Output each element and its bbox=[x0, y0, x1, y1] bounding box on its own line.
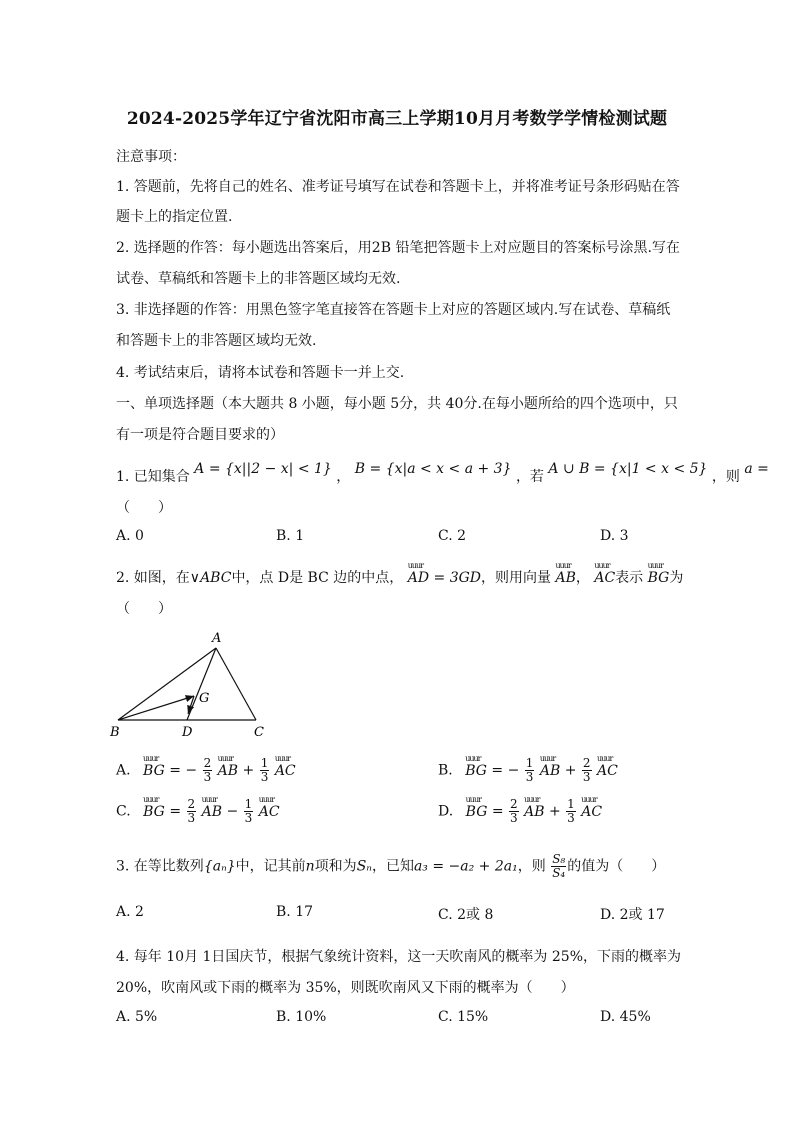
answer-paren: （ ） bbox=[116, 500, 172, 516]
triangle-figure bbox=[108, 630, 278, 740]
notice-line: 4. 考试结束后，请将本试卷和答题卡一并上交. bbox=[116, 365, 405, 381]
option-a: A. 5% bbox=[116, 1009, 158, 1025]
answer-paren: （ ） bbox=[116, 601, 172, 617]
notice-line: 1. 答题前，先将自己的姓名、准考证号填写在试卷和答题卡上，并将准考证号条形码贴在答 bbox=[116, 179, 680, 195]
section-heading: 有一项是符合题目要求的） bbox=[116, 427, 284, 443]
option-a: A. uuur BG = − $\frac{2}{3}$ uuur AB + $\frac{1}{3}$ uuur AC bbox=[116, 757, 296, 784]
option-b: B. 17 bbox=[276, 904, 314, 920]
option-b: B. 10% bbox=[276, 1009, 327, 1025]
notice-line: 3. 非选择题的作答：用黑色签字笔直接答在答题卡上对应的答题区域内.写在试卷、草稿纸 bbox=[116, 302, 671, 318]
question-4-cont: 20%，吹南风或下雨的概率为 35%，则既吹南风又下雨的概率为（ ） bbox=[116, 980, 575, 996]
question-2: 2. 如图，在∨ABC中，点 D是 BC 边的中点， uuur AD = 3GD，则用向量 uuur AB， uuur AC表示 uuur BG为 bbox=[116, 567, 683, 587]
option-d: D. uuur BG = $\frac{2}{3}$ uuur AB + $\frac{1}{3}$ uuur AC bbox=[438, 798, 602, 825]
label-g: G bbox=[199, 691, 210, 706]
label-a: A bbox=[212, 631, 222, 646]
label-b: B bbox=[110, 725, 120, 740]
vector-bg bbox=[118, 696, 194, 720]
label-d: D bbox=[182, 725, 193, 740]
option-a: A. 0 bbox=[116, 528, 144, 544]
option-d: D. 3 bbox=[600, 528, 629, 544]
option-d: D. 45% bbox=[600, 1009, 651, 1025]
question-1: 1. 已知集合 A = {x||2 − x| < 1} ， B = {x|a < x < a + 3} ，若 A ∪ B = {x|1 < x < 5} ，则 a = bbox=[116, 461, 769, 485]
option-c: C. uuur BG = $\frac{2}{3}$ uuur AB − $\frac{1}{3}$ uuur AC bbox=[116, 798, 280, 825]
question-4: 4. 每年 10月 1日国庆节，根据气象统计资料，这一天吹南风的概率为 25%，下雨的概率为 bbox=[116, 949, 681, 965]
set-a: A = {x||2 − x| < 1} bbox=[194, 461, 332, 477]
union-expr: A ∪ B = {x|1 < x < 5} bbox=[548, 461, 708, 477]
option-c: C. 15% bbox=[438, 1009, 489, 1025]
option-a: A. 2 bbox=[116, 904, 144, 920]
option-c: C. 2 bbox=[438, 528, 467, 544]
notice-line: 试卷、草稿纸和答题卡上的非答题区域均无效. bbox=[116, 271, 401, 287]
notice-heading: 注意事项： bbox=[116, 149, 186, 165]
option-d: D. 2或 17 bbox=[600, 907, 665, 923]
label-c: C bbox=[254, 725, 264, 740]
notice-line: 2. 选择题的作答：每小题选出答案后，用2B 铅笔把答题卡上对应题目的答案标号涂黑.写在 bbox=[116, 240, 680, 256]
section-heading: 一、单项选择题（本大题共 8 小题，每小题 5分，共 40分.在每小题所给的四个选项中，只 bbox=[116, 396, 678, 412]
question-3: 3. 在等比数列{aₙ}中，记其前n项和为Sₙ，已知a₃ = −a₂ + 2a₁，则 $\frac{\text{S₈}}{\text{S₄}}$ 的值为（ ） bbox=[116, 852, 666, 880]
edge-ac bbox=[216, 648, 256, 720]
notice-line: 和答题卡上的非答题区域均无效. bbox=[116, 333, 317, 349]
page-title: 2024-2025学年辽宁省沈阳市高三上学期10月月考数学学情检测试题 bbox=[126, 109, 668, 129]
notice-line: 题卡上的指定位置. bbox=[116, 209, 233, 225]
option-b: B. 1 bbox=[276, 528, 305, 544]
set-b: B = {x|a < x < a + 3} bbox=[354, 461, 512, 477]
option-c: C. 2或 8 bbox=[438, 907, 494, 923]
option-b: B. uuur BG = − $\frac{1}{3}$ uuur AB + $\frac{2}{3}$ uuur AC bbox=[438, 757, 618, 784]
